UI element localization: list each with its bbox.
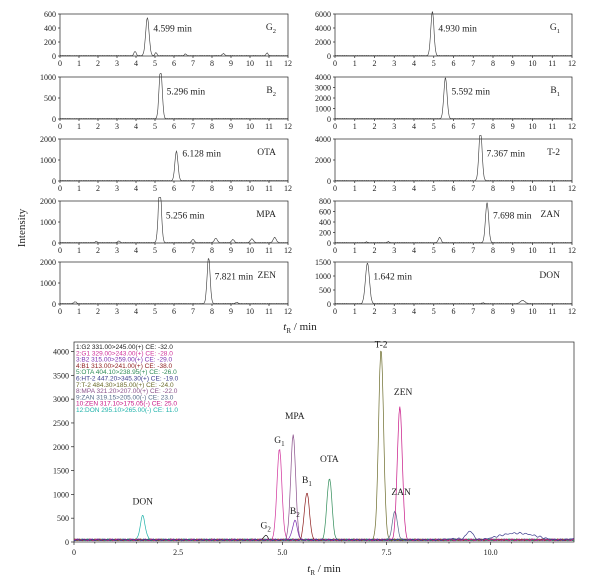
x-tick-label: 9 (510, 59, 515, 68)
overlay-peak-name: ZEN (393, 388, 413, 399)
x-tick-label: 12 (568, 246, 576, 255)
peak-retention-label: 5.592 min (451, 87, 490, 98)
panel-frame (335, 14, 572, 56)
trace-line (60, 259, 288, 304)
mrm-panel (40, 258, 292, 316)
compound-subscript: 1 (556, 91, 560, 98)
x-tick-label: 4 (134, 246, 138, 255)
x-tick-label: 11 (265, 59, 273, 68)
overlay-series-line (74, 407, 574, 541)
panel-frame (60, 14, 288, 56)
legend-entry: 10:ZEN 317.10>175.05(-) CE: 25.0 (76, 400, 177, 408)
compound-name: ZEN (257, 271, 276, 281)
peak-retention-label: 5.256 min (165, 211, 205, 222)
overlay-peak-name: B (301, 476, 309, 487)
x-tick-label: 7 (191, 122, 195, 131)
x-tick-label: 7 (471, 184, 476, 193)
legend-entry: 3:B2 315.00>259.00(+) CE: -29.0 (76, 356, 173, 364)
overlay-y-tick-label: 1500 (53, 466, 69, 476)
compound-label (540, 210, 560, 220)
overlay-peak-label (285, 412, 305, 422)
x-tick-label: 5 (431, 246, 436, 255)
compound-name: B (266, 86, 273, 96)
legend-entry: 1:G2 331.00>245.00(+) CE: -32.0 (76, 344, 173, 351)
peak-retention-label: 7.821 min (214, 272, 254, 283)
y-tick-label: 0 (327, 115, 331, 124)
x-tick-label: 9 (510, 122, 515, 131)
x-tick-label: 9 (510, 184, 515, 193)
overlay-peak-subscript: 2 (296, 511, 300, 520)
overlay-y-tick-label: 1000 (53, 490, 69, 500)
x-tick-label: 3 (115, 59, 119, 68)
x-tick-label: 10 (246, 184, 254, 193)
trace-line (335, 263, 572, 304)
x-tick-label: 4 (412, 59, 416, 68)
y-tick-label: 2000 (315, 94, 331, 103)
x-tick-label: 6 (172, 307, 176, 316)
x-tick-label: 5 (431, 307, 436, 316)
x-tick-label: 5 (153, 184, 157, 193)
y-tick-label: 1000 (40, 156, 56, 165)
overlay-x-label-main: t (307, 563, 311, 575)
overlay-peak-name: B (289, 507, 297, 518)
y-tick-label: 0 (327, 52, 331, 61)
overlay-peak-subscript: 1 (308, 480, 312, 489)
x-tick-label: 7 (191, 184, 195, 193)
x-tick-label: 12 (284, 59, 292, 68)
overlay-peak-label (302, 476, 312, 488)
x-tick-label: 2 (96, 59, 100, 68)
panel-frame (335, 262, 572, 304)
y-tick-label: 0 (52, 52, 56, 61)
x-tick-label: 9 (229, 184, 233, 193)
x-tick-label: 6 (172, 246, 176, 255)
y-tick-label: 6000 (315, 10, 331, 19)
x-tick-label: 8 (210, 307, 214, 316)
overlay-y-tick-label: 2000 (53, 442, 69, 452)
x-tick-label: 10 (528, 307, 537, 316)
y-tick-label: 0 (327, 239, 331, 248)
mrm-panel (40, 197, 292, 255)
mrm-panel (315, 73, 576, 131)
x-tick-label: 7 (471, 59, 476, 68)
x-tick-label: 2 (372, 307, 377, 316)
x-tick-label: 3 (392, 122, 397, 131)
y-tick-label: 2000 (315, 38, 331, 47)
trace-line (335, 136, 572, 181)
x-tick-label: 4 (412, 246, 416, 255)
y-tick-label: 600 (44, 10, 56, 19)
x-tick-label: 11 (265, 122, 273, 131)
y-tick-label: 1500 (315, 258, 331, 267)
overlay-peak-label (290, 507, 300, 519)
x-tick-label: 5 (153, 122, 157, 131)
mrm-panel (315, 135, 576, 193)
compound-label (256, 210, 276, 220)
compound-name: ZAN (540, 210, 560, 220)
compound-subscript: 2 (272, 28, 276, 35)
x-tick-label: 12 (284, 246, 292, 255)
x-tick-label: 10 (246, 122, 254, 131)
x-tick-label: 12 (284, 307, 292, 316)
panel-frame (60, 77, 288, 119)
overlay-y-tick-label: 0 (65, 538, 69, 547)
y-tick-label: 3000 (315, 83, 331, 93)
x-tick-label: 5 (431, 59, 436, 68)
x-tick-label: 9 (510, 246, 515, 255)
overlay-peak-name: OTA (320, 454, 339, 465)
x-tick-label: 3 (115, 246, 119, 255)
y-tick-label: 1000 (315, 104, 331, 114)
x-tick-label: 0 (58, 307, 62, 316)
x-tick-label: 3 (392, 184, 397, 193)
mrm-panel (40, 135, 292, 193)
x-tick-label: 0 (333, 184, 337, 193)
y-tick-label: 800 (319, 197, 331, 206)
x-tick-label: 8 (491, 246, 495, 255)
y-tick-label: 0 (327, 177, 331, 186)
top-y-axis-label: Intensity (16, 208, 28, 248)
x-tick-label: 0 (333, 246, 337, 255)
mrm-panel (315, 10, 576, 68)
compound-name: T-2 (547, 148, 560, 158)
y-tick-label: 2000 (40, 135, 56, 144)
x-tick-label: 3 (115, 184, 119, 193)
panel-frame (335, 77, 572, 119)
compound-label (266, 23, 276, 35)
x-tick-label: 6 (451, 122, 456, 131)
y-tick-label: 1000 (40, 73, 56, 82)
overlay-x-tick-label: 7.5 (381, 548, 392, 557)
overlay-x-label-unit: / min (315, 563, 341, 575)
x-tick-label: 9 (229, 59, 233, 68)
overlay-x-tick-label: 2.5 (173, 548, 184, 557)
x-tick-label: 5 (431, 122, 436, 131)
x-tick-label: 3 (392, 307, 397, 316)
peak-retention-label: 4.930 min (438, 24, 477, 35)
compound-name: G (549, 23, 557, 33)
x-tick-label: 4 (134, 184, 138, 193)
x-tick-label: 0 (58, 184, 62, 193)
compound-name: DON (539, 271, 560, 281)
y-tick-label: 0 (327, 300, 331, 309)
overlay-peak-label (320, 455, 339, 465)
legend-entry: 9:ZAN 319.15>205.00(-) CE: 23.0 (76, 394, 174, 402)
x-tick-label: 1 (352, 246, 357, 255)
overlay-peak-subscript: 2 (267, 525, 271, 534)
overlay-x-tick-label: 5.0 (277, 548, 288, 557)
panel-frame (60, 262, 288, 304)
x-tick-label: 0 (333, 122, 337, 131)
x-tick-label: 11 (548, 246, 557, 255)
mrm-panel (319, 197, 576, 255)
x-tick-label: 2 (96, 307, 100, 316)
overlay-x-tick-label: 0 (72, 548, 76, 557)
x-tick-label: 3 (115, 307, 119, 316)
x-tick-label: 11 (548, 122, 557, 131)
x-tick-label: 8 (210, 59, 214, 68)
y-tick-label: 500 (319, 286, 331, 295)
compound-label (258, 271, 277, 281)
x-tick-label: 11 (265, 184, 273, 193)
overlay-peak-label (394, 388, 413, 398)
x-tick-label: 6 (451, 246, 456, 255)
x-tick-label: 8 (210, 246, 214, 255)
overlay-peak-name: G (260, 521, 268, 532)
overlay-series-line (74, 511, 574, 541)
top-x-axis-label: $t_R$ / min (283, 321, 317, 335)
compound-label (266, 86, 276, 98)
compound-label (550, 23, 560, 35)
x-tick-label: 9 (510, 307, 515, 316)
y-tick-label: 0 (52, 239, 56, 248)
compound-subscript: 2 (272, 91, 276, 98)
overlay-series-line (74, 516, 574, 541)
overlay-peak-subscript: 1 (281, 439, 285, 448)
x-tick-label: 1 (77, 184, 81, 193)
overlay-x-label-sub: R (310, 569, 316, 576)
x-tick-label: 10 (246, 246, 254, 255)
y-tick-label: 4000 (315, 135, 331, 144)
peak-retention-label: 1.642 min (373, 272, 412, 283)
x-tick-label: 12 (568, 122, 576, 131)
x-tick-label: 0 (58, 59, 62, 68)
x-tick-label: 7 (471, 307, 476, 316)
x-tick-label: 0 (58, 122, 62, 131)
y-tick-label: 1000 (40, 218, 56, 227)
y-tick-label: 0 (52, 177, 56, 186)
legend-entry: 7:T-2 484.30>185.00(+) CE: -24.0 (76, 381, 174, 389)
overlay-peak-label (132, 498, 153, 508)
overlay-y-tick-label: 500 (57, 514, 69, 524)
x-tick-label: 9 (229, 246, 233, 255)
y-tick-label: 0 (52, 300, 56, 309)
legend-entry: 5:OTA 404.10>238.95(+) CE: -26.0 (76, 369, 177, 377)
x-tick-label: 12 (284, 122, 292, 131)
y-tick-label: 2000 (40, 258, 56, 267)
trace-line (335, 203, 572, 243)
x-tick-label: 11 (548, 184, 557, 193)
mrm-panel (315, 258, 576, 316)
overlay-x-axis-label (307, 563, 341, 576)
overlay-series-line (74, 479, 574, 541)
x-tick-label: 6 (451, 307, 456, 316)
x-tick-label: 4 (134, 59, 138, 68)
x-tick-label: 4 (412, 307, 416, 316)
x-tick-label: 1 (77, 307, 81, 316)
overlay-x-tick-label: 10.0 (483, 548, 498, 557)
peak-retention-label: 5.296 min (166, 87, 206, 98)
x-tick-label: 5 (153, 246, 157, 255)
x-tick-label: 2 (372, 246, 377, 255)
x-tick-label: 10 (246, 59, 254, 68)
x-tick-label: 11 (265, 246, 273, 255)
compound-name: MPA (256, 210, 276, 220)
x-tick-label: 6 (172, 59, 176, 68)
x-tick-label: 7 (471, 246, 476, 255)
x-tick-label: 12 (284, 184, 292, 193)
x-tick-label: 1 (77, 122, 81, 131)
legend-entry: 2:G1 329.00>243.00(+) CE: -28.0 (76, 350, 173, 358)
y-tick-label: 4000 (315, 24, 331, 33)
x-tick-label: 3 (392, 246, 397, 255)
x-tick-label: 1 (352, 184, 357, 193)
x-tick-label: 10 (528, 246, 537, 255)
x-tick-label: 11 (265, 307, 273, 316)
overlay-peak-name: MPA (284, 411, 305, 422)
x-tick-label: 3 (392, 59, 397, 68)
overlay-peak-label (375, 341, 388, 351)
x-tick-label: 12 (568, 59, 576, 68)
panel-frame (335, 139, 572, 181)
overlay-y-tick-label: 2500 (53, 418, 69, 428)
legend-entry: 8:MPA 321.20>207.00(+) CE: -22.0 (76, 388, 178, 396)
y-tick-label: 0 (52, 115, 56, 124)
x-tick-label: 4 (134, 122, 138, 131)
x-tick-label: 8 (210, 184, 214, 193)
x-tick-label: 3 (115, 122, 119, 131)
x-tick-label: 7 (471, 122, 476, 131)
peak-retention-label: 7.698 min (493, 211, 532, 222)
x-tick-label: 1 (352, 307, 357, 316)
y-tick-label: 2000 (40, 197, 56, 206)
overlay-y-tick-label: 4000 (53, 347, 69, 357)
x-tick-label: 1 (352, 122, 357, 131)
overlay-chromatogram (53, 341, 574, 576)
panel-frame (335, 201, 572, 243)
trace-line (335, 78, 572, 119)
x-tick-label: 10 (246, 307, 254, 316)
x-tick-label: 8 (491, 184, 495, 193)
compound-label (539, 271, 560, 281)
overlay-series-line (74, 435, 574, 541)
x-tick-label: 6 (172, 184, 176, 193)
compound-name: G (265, 23, 273, 33)
x-tick-label: 2 (96, 122, 100, 131)
y-tick-label: 200 (44, 38, 56, 47)
y-tick-label: 1000 (40, 279, 56, 288)
compound-name: B (550, 86, 557, 96)
x-tick-label: 10 (528, 59, 537, 68)
y-tick-label: 200 (319, 228, 331, 238)
x-tick-label: 2 (372, 122, 377, 131)
x-tick-label: 4 (412, 184, 416, 193)
x-tick-label: 0 (333, 307, 337, 316)
overlay-peak-name: ZAN (391, 488, 411, 499)
x-tick-label: 5 (431, 184, 436, 193)
mrm-panel (40, 73, 292, 131)
x-tick-label: 1 (77, 59, 81, 68)
x-tick-label: 2 (96, 184, 100, 193)
y-tick-label: 500 (44, 94, 56, 103)
x-tick-label: 5 (153, 59, 157, 68)
legend-entry: 12:DON 295.10>265.00(-) CE: 11.0 (76, 407, 178, 414)
y-tick-label: 2000 (315, 156, 331, 165)
mrm-panel-grid (40, 10, 576, 316)
x-tick-label: 0 (333, 59, 337, 68)
x-tick-label: 6 (451, 184, 456, 193)
y-tick-label: 4000 (315, 73, 331, 82)
legend-entry: 4:B1 313.00>241.00(+) CE: -38.0 (76, 362, 173, 370)
trace-line (60, 151, 288, 181)
x-tick-label: 7 (191, 307, 195, 316)
x-tick-label: 2 (372, 184, 377, 193)
y-tick-label: 400 (44, 24, 56, 33)
x-tick-label: 6 (451, 59, 456, 68)
y-tick-label: 400 (319, 218, 331, 227)
x-tick-label: 9 (229, 122, 233, 131)
x-tick-label: 4 (412, 122, 416, 131)
legend-entry: 6:HT-2 447.20>345.30(+) CE: -19.0 (76, 375, 179, 383)
x-tick-label: 12 (568, 184, 576, 193)
overlay-peak-label (391, 488, 411, 498)
y-tick-label: 1000 (315, 272, 331, 281)
x-tick-label: 7 (191, 246, 195, 255)
overlay-peak-name: T-2 (374, 340, 388, 351)
x-tick-label: 10 (528, 122, 537, 131)
x-tick-label: 6 (172, 122, 176, 131)
overlay-peak-name: DON (132, 497, 154, 508)
peak-retention-label: 4.599 min (153, 24, 192, 35)
mrm-panel (44, 10, 292, 68)
y-tick-label: 600 (319, 207, 331, 217)
peak-retention-label: 7.367 min (486, 149, 526, 160)
x-tick-label: 11 (548, 307, 557, 316)
x-tick-label: 8 (210, 122, 214, 131)
compound-subscript: 1 (556, 28, 560, 35)
x-tick-label: 12 (568, 307, 576, 316)
x-tick-label: 8 (491, 122, 495, 131)
panel-frame (60, 201, 288, 243)
x-tick-label: 0 (58, 246, 62, 255)
x-tick-label: 2 (372, 59, 377, 68)
overlay-peak-name: G (274, 435, 282, 446)
peak-retention-label: 6.128 min (182, 149, 221, 160)
x-tick-label: 1 (352, 59, 357, 68)
x-tick-label: 9 (229, 307, 233, 316)
compound-name: OTA (257, 148, 276, 158)
x-tick-label: 8 (491, 59, 495, 68)
x-tick-label: 8 (491, 307, 495, 316)
x-tick-label: 2 (96, 246, 100, 255)
overlay-y-tick-label: 3000 (53, 395, 69, 405)
x-tick-label: 7 (191, 59, 195, 68)
x-tick-label: 4 (134, 307, 138, 316)
compound-label (547, 148, 560, 158)
x-tick-label: 11 (548, 59, 557, 68)
x-tick-label: 1 (77, 246, 81, 255)
compound-label (550, 86, 560, 98)
overlay-peak-label (260, 521, 271, 533)
x-tick-label: 10 (528, 184, 537, 193)
compound-label (257, 148, 276, 158)
overlay-peak-label (274, 436, 285, 448)
overlay-y-tick-label: 3500 (53, 371, 69, 381)
x-tick-label: 5 (153, 307, 157, 316)
